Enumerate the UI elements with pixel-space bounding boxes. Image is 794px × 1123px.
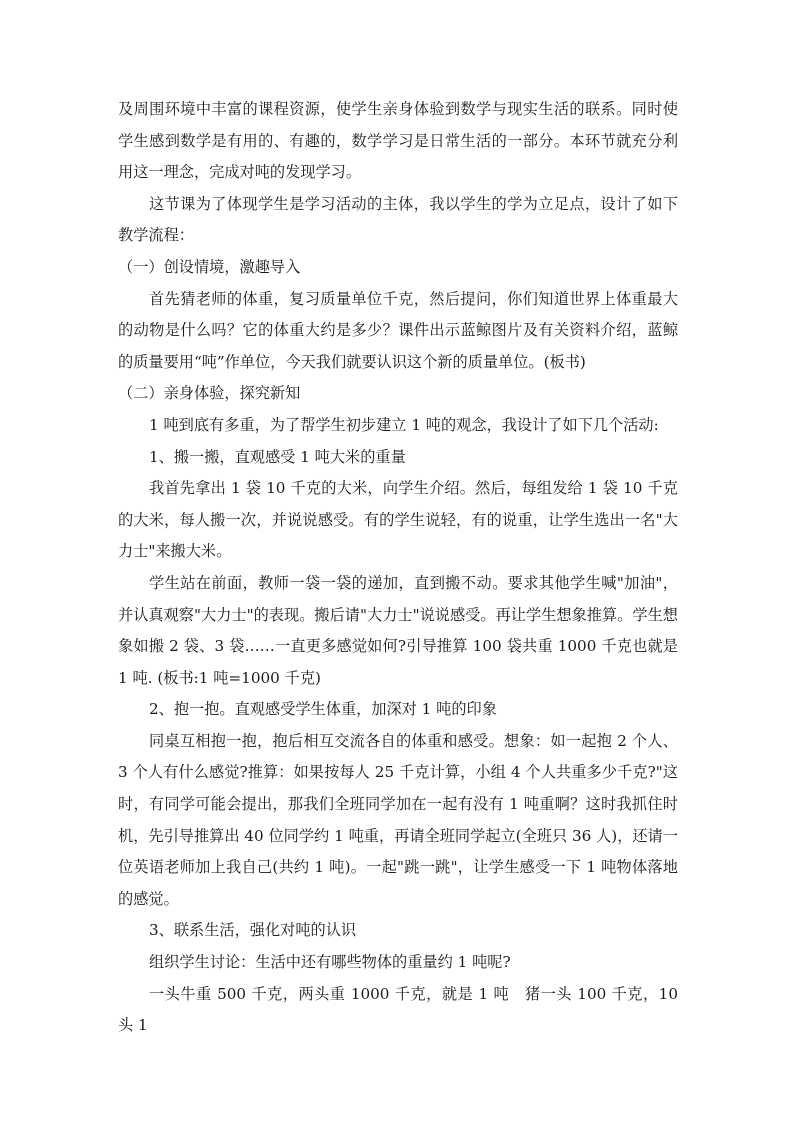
paragraph-strongman: 学生站在前面，教师一袋一袋的递加，直到搬不动。要求其他学生喊"加油"，并认真观察"大力士"的表现。搬后请"大力士"说说感受。再让学生想象推算。学生想象如搬 2 袋、3 袋……一直更多感觉如何?引导推算 100 袋共重 1000 千克也就是 1 吨. (板书:1 吨=1000 千克) — [118, 573, 678, 687]
paragraph-examples: 一头牛重 500 千克，两头重 1000 千克，就是 1 吨 猪一头 100 千克，10 头 1 — [118, 984, 678, 1035]
paragraph-intro-continued: 及周围环境中丰富的课程资源，使学生亲身体验到数学与现实生活的联系。同时使学生感到数学是有用的、有趣的，数学学习是日常生活的一部分。本环节就充分利用这一理念，完成对吨的发现学习。 — [118, 100, 678, 182]
activity-heading-2: 2、抱一抱。直观感受学生体重，加深对 1 吨的印象 — [149, 700, 497, 719]
paragraph-teaching-flow: 这节课为了体现学生是学习活动的主体，我以学生的学为立足点，设计了如下教学流程： — [118, 194, 678, 245]
activity-heading-3: 3、联系生活，强化对吨的认识 — [149, 921, 357, 940]
section-heading-2: （二）亲身体验，探究新知 — [118, 384, 301, 403]
paragraph-discussion: 组织学生讨论：生活中还有哪些物体的重量约 1 吨呢? — [149, 953, 511, 972]
document-body — [118, 94, 678, 1042]
paragraph-rice-bags: 我首先拿出 1 袋 10 千克的大米，向学生介绍。然后，每组发给 1 袋 10 千克的大米，每人搬一次，并说说感受。有的学生说轻，有的说重，让学生选出一名"大力士"来搬大米。 — [118, 479, 678, 561]
paragraph-blue-whale: 首先猜老师的体重，复习质量单位千克，然后提问，你们知道世界上体重最大的动物是什么吗？它的体重大约是多少？课件出示蓝鲸图片及有关资料介绍，蓝鲸的质量要用“吨”作单位，今天我们就要认识这个新的质量单位。(板书) — [118, 289, 678, 371]
paragraph-hug-classmates: 同桌互相抱一抱，抱后相互交流各自的体重和感受。想象：如一起抱 2 个人、3 个人有什么感觉?推算：如果按每人 25 千克计算，小组 4 个人共重多少千克?"这时，有同学可能会提出，那我们全班同学加在一起有没有 1 吨重啊？这时我抓住时机，先引导推算出 40 位同学约 1 吨重，再请全班同学起立(全班只 36 人)，还请一位英语老师加上我自己(共约 1 吨)。一起"跳一跳"，让学生感受一下 1 吨物体落地的感觉。 — [118, 731, 678, 908]
section-heading-1: （一）创设情境，激趣导入 — [118, 257, 301, 276]
paragraph-activities-intro: 1 吨到底有多重，为了帮学生初步建立 1 吨的观念，我设计了如下几个活动: — [149, 415, 659, 434]
activity-heading-1: 1、搬一搬，直观感受 1 吨大米的重量 — [149, 447, 406, 466]
